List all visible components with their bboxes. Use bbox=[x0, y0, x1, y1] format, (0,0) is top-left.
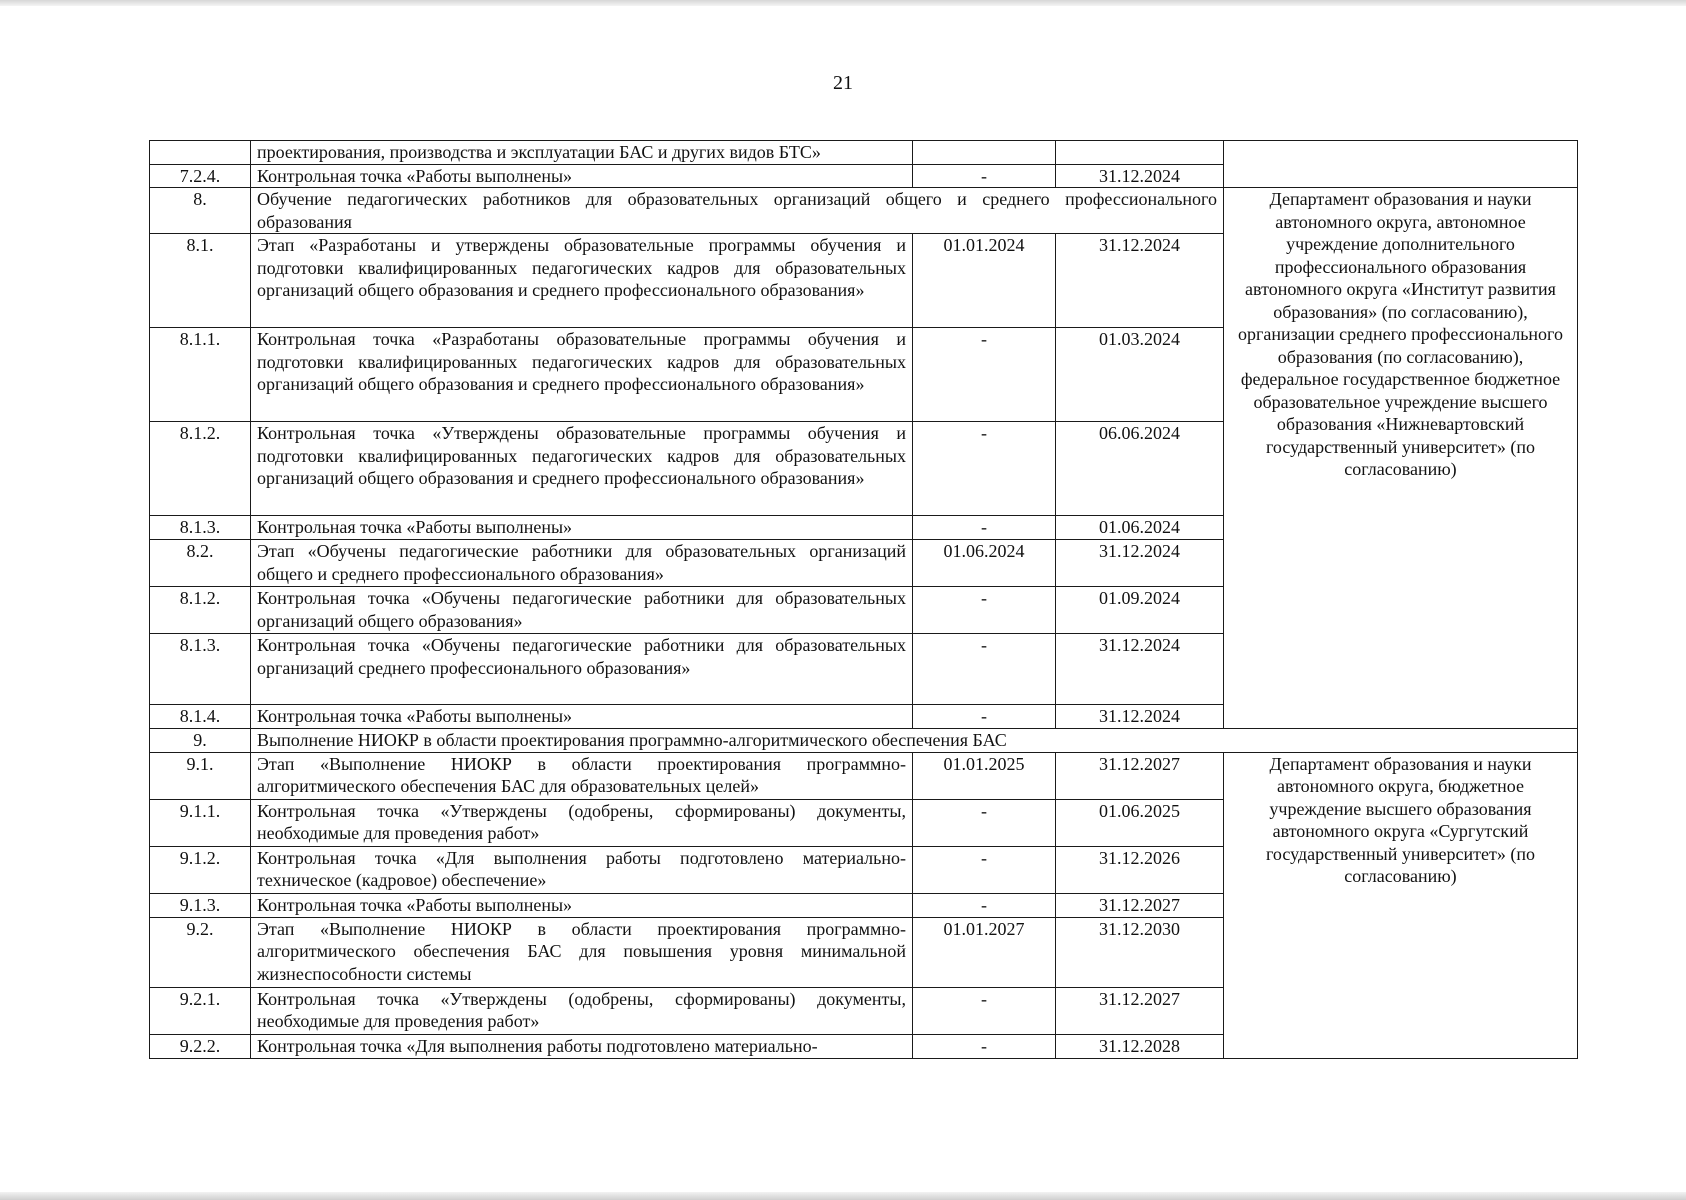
row-start-date: - bbox=[913, 422, 1056, 516]
row-start-date bbox=[913, 141, 1056, 165]
row-text: Контрольная точка «Утверждены (одобрены, сформированы) документы, необходимые для проведения работ» bbox=[251, 799, 913, 846]
row-number: 8.2. bbox=[150, 540, 251, 587]
row-start-date: - bbox=[913, 705, 1056, 729]
row-start-date: - bbox=[913, 328, 1056, 422]
row-start-date: 01.01.2025 bbox=[913, 752, 1056, 799]
row-end-date: 31.12.2028 bbox=[1056, 1034, 1224, 1058]
row-text: Контрольная точка «Обучены педагогические работники для образовательных организаций среднего профессионального образования» bbox=[251, 634, 913, 705]
row-text: Контрольная точка «Для выполнения работы подготовлено материально-техническое (кадровое) обеспечение» bbox=[251, 846, 913, 893]
row-end-date bbox=[1056, 141, 1224, 165]
row-number: 8.1.1. bbox=[150, 328, 251, 422]
plan-table bbox=[149, 140, 1578, 1059]
section-row bbox=[150, 729, 1578, 753]
row-text: проектирования, производства и эксплуатации БАС и других видов БТС» bbox=[251, 141, 913, 165]
row-start-date: 01.01.2027 bbox=[913, 917, 1056, 987]
row-end-date: 31.12.2027 bbox=[1056, 987, 1224, 1034]
row-end-date: 31.12.2027 bbox=[1056, 893, 1224, 917]
row-number: 7.2.4. bbox=[150, 164, 251, 188]
row-text: Контрольная точка «Обучены педагогические работники для образовательных организаций общего образования» bbox=[251, 587, 913, 634]
row-start-date: - bbox=[913, 516, 1056, 540]
row-number: 9.1.2. bbox=[150, 846, 251, 893]
row-text: Контрольная точка «Работы выполнены» bbox=[251, 164, 913, 188]
row-end-date: 01.09.2024 bbox=[1056, 587, 1224, 634]
row-text: Контрольная точка «Работы выполнены» bbox=[251, 705, 913, 729]
row-number: 8.1.3. bbox=[150, 634, 251, 705]
row-end-date: 31.12.2027 bbox=[1056, 752, 1224, 799]
row-end-date: 31.12.2024 bbox=[1056, 634, 1224, 705]
row-end-date: 01.06.2025 bbox=[1056, 799, 1224, 846]
row-start-date: - bbox=[913, 1034, 1056, 1058]
row-text: Контрольная точка «Разработаны образовательные программы обучения и подготовки квалифицированных педагогических кадров для образовательных организаций общего образования и среднего профессионального образования» bbox=[251, 328, 913, 422]
row-end-date: 31.12.2024 bbox=[1056, 164, 1224, 188]
table-row bbox=[150, 141, 1578, 165]
row-start-date: - bbox=[913, 164, 1056, 188]
row-start-date: 01.06.2024 bbox=[913, 540, 1056, 587]
row-text: Контрольная точка «Утверждены образовательные программы обучения и подготовки квалифицированных педагогических кадров для образовательных организаций общего образования и среднего профессионального образования» bbox=[251, 422, 913, 516]
row-end-date: 01.03.2024 bbox=[1056, 328, 1224, 422]
row-number: 8. bbox=[150, 188, 251, 234]
row-end-date: 01.06.2024 bbox=[1056, 516, 1224, 540]
row-number: 8.1.2. bbox=[150, 422, 251, 516]
scan-edge-bottom bbox=[0, 1192, 1686, 1200]
row-start-date: - bbox=[913, 987, 1056, 1034]
row-number: 8.1.4. bbox=[150, 705, 251, 729]
row-text: Этап «Выполнение НИОКР в области проектирования программно-алгоритмического обеспечения БАС для повышения уровня минимальной жизнеспособности системы bbox=[251, 917, 913, 987]
row-text: Этап «Выполнение НИОКР в области проектирования программно-алгоритмического обеспечения БАС для образовательных целей» bbox=[251, 752, 913, 799]
row-number: 8.1. bbox=[150, 234, 251, 328]
section-row bbox=[150, 188, 1578, 234]
scan-edge-top bbox=[0, 0, 1686, 6]
responsible-cell-empty bbox=[1224, 141, 1578, 188]
row-number: 9.1.3. bbox=[150, 893, 251, 917]
section-title: Обучение педагогических работников для образовательных организаций общего и среднего профессионального образования bbox=[251, 188, 1224, 234]
row-text: Контрольная точка «Утверждены (одобрены, сформированы) документы, необходимые для проведения работ» bbox=[251, 987, 913, 1034]
row-text: Контрольная точка «Для выполнения работы подготовлено материально- bbox=[251, 1034, 913, 1058]
row-number: 9.2.2. bbox=[150, 1034, 251, 1058]
row-number: 8.1.2. bbox=[150, 587, 251, 634]
row-number: 8.1.3. bbox=[150, 516, 251, 540]
row-number: 9.2. bbox=[150, 917, 251, 987]
row-end-date: 31.12.2024 bbox=[1056, 234, 1224, 328]
row-start-date: - bbox=[913, 587, 1056, 634]
row-start-date: - bbox=[913, 634, 1056, 705]
row-number: 9.1.1. bbox=[150, 799, 251, 846]
row-start-date: - bbox=[913, 846, 1056, 893]
responsible-section-8: Департамент образования и науки автономного округа, автономное учреждение дополнительного профессионального образования автономного округа «Институт развития образования» (по согласованию), организации среднего профессионального образования (по согласованию), федеральное государственное бюджетное образовательное учреждение высшего образования «Нижневартовский государственный университет» (по согласованию) bbox=[1224, 188, 1578, 729]
section-title: Выполнение НИОКР в области проектирования программно-алгоритмического обеспечения БАС bbox=[251, 729, 1578, 753]
row-number bbox=[150, 141, 251, 165]
row-end-date: 06.06.2024 bbox=[1056, 422, 1224, 516]
row-start-date: 01.01.2024 bbox=[913, 234, 1056, 328]
row-end-date: 31.12.2024 bbox=[1056, 705, 1224, 729]
table-row bbox=[150, 752, 1578, 799]
row-text: Этап «Разработаны и утверждены образовательные программы обучения и подготовки квалифицированных педагогических кадров для образовательных организаций общего образования и среднего профессионального образования» bbox=[251, 234, 913, 328]
row-start-date: - bbox=[913, 893, 1056, 917]
row-number: 9.1. bbox=[150, 752, 251, 799]
page-number: 21 bbox=[833, 72, 853, 94]
row-text: Контрольная точка «Работы выполнены» bbox=[251, 893, 913, 917]
row-number: 9. bbox=[150, 729, 251, 753]
row-number: 9.2.1. bbox=[150, 987, 251, 1034]
responsible-section-9: Департамент образования и науки автономного округа, бюджетное учреждение высшего образования автономного округа «Сургутский государственный университет» (по согласованию) bbox=[1224, 752, 1578, 1058]
row-end-date: 31.12.2024 bbox=[1056, 540, 1224, 587]
row-end-date: 31.12.2026 bbox=[1056, 846, 1224, 893]
row-text: Этап «Обучены педагогические работники для образовательных организаций общего и среднего профессионального образования» bbox=[251, 540, 913, 587]
row-text: Контрольная точка «Работы выполнены» bbox=[251, 516, 913, 540]
row-end-date: 31.12.2030 bbox=[1056, 917, 1224, 987]
row-start-date: - bbox=[913, 799, 1056, 846]
